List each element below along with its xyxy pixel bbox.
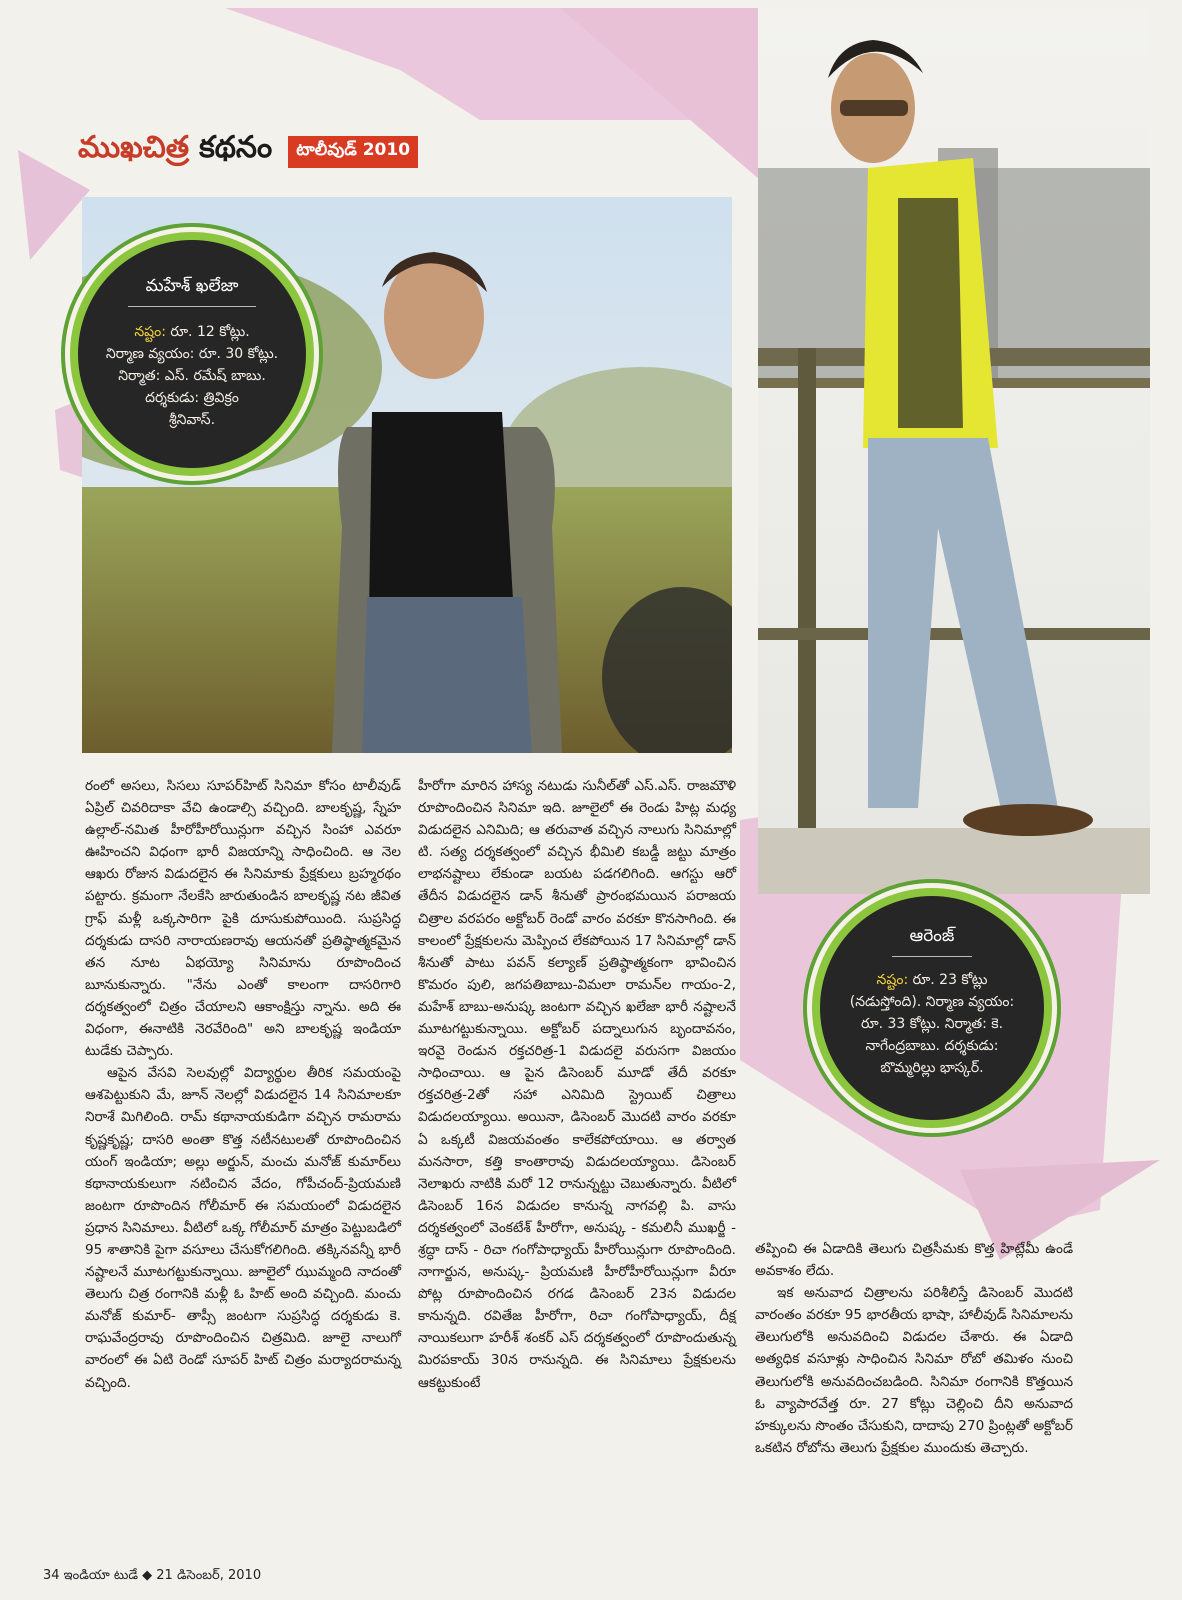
producer-line: నిర్మాత: ఎస్. రమేష్ బాబు. <box>118 368 266 384</box>
loss-line <box>78 321 306 343</box>
info-line-2: (నడుస్తోంది). నిర్మాణ వ్యయం: <box>849 994 1015 1010</box>
loss-value: రూ. 12 కోట్లు. <box>165 324 250 340</box>
page-footer: 34 ఇండియా టుడే ◆ 21 డిసెంబర్, 2010 <box>43 1568 262 1583</box>
info-circle-khaleja <box>70 232 314 476</box>
photo-ramcharan <box>758 8 1150 894</box>
header-tag: టాలీవుడ్ 2010 <box>288 136 418 168</box>
loss-line <box>820 969 1044 991</box>
paragraph: ఇక అనువాద చిత్రాలను పరిశీలిస్తే డిసెంబర్ మొదటి వారంతం వరకూ 95 భారతీయ భాషా, హాలీవుడ్ సినిమాలను తెలుగులోకి అనువదించి విడుదల చేశారు. ఈ ఏడాది అత్యధిక వసూళ్లు సాధించిన సినిమా రోబో తమిళం నుంచి తెలుగులోకి అనువదించబడింది. సినిమా రంగానికి కొత్తయిన ఓ వ్యాపారవేత్త రూ. 27 కోట్లు చెల్లించి దీని అనువాద హక్కులను సొంతం చేసుకుని, దాదాపు 270 ప్రింట్లతో అక్టోబర్ ఒకటిన రోబోను తెలుగు ప్రేక్షకుల ముందుకు తెచ్చారు. <box>755 1285 1073 1456</box>
info-circle-orange <box>812 888 1052 1128</box>
budget-line: నిర్మాణ వ్యయం: రూ. 30 కోట్లు. <box>105 346 279 362</box>
info-line-3: రూ. 33 కోట్లు. నిర్మాత: కె. <box>860 1016 1004 1032</box>
section-header <box>78 128 418 172</box>
film-title-khaleja: మహేశ్ ఖలేజా <box>128 276 257 307</box>
loss-label: నష్టం: <box>876 972 909 988</box>
loss-value: రూ. 23 కోట్లు <box>908 972 988 988</box>
film-title-orange: ఆరెంజ్ <box>892 926 973 957</box>
director-line-2: శ్రీనివాస్. <box>168 412 216 428</box>
paragraph: హీరోగా మారిన హాస్య నటుడు సునీల్‌తో ఎస్.ఎస్. రాజమౌళి రూపొందించిన సినిమా ఇది. జూలైలో ఈ రెండు హిట్ల మధ్య విడుదలైన ఎనిమిది; ఆ తరువాత వచ్చిన నాలుగు సినిమాల్లో టి. సత్య దర్శకత్వంలో వచ్చిన భీమిలి కబడ్డీ జట్టు మాత్రం లాభనష్టాలు లేకుండా బయట పడగలిగింది. ఆగస్టు ఆరో తేదీన విడుదలైన డాన్ శీనుతో ప్రారంభమయిన పరాజయ చిత్రాల వరపరం అక్టోబర్ రెండో వారం వరకూ కొనసాగింది. ఈ కాలంలో ప్రేక్షకులను మెప్పించ లేకపోయిన 17 సినిమాల్లో డాన్ శీనుతో పాటు పవన్ కల్యాణ్ ప్రతిష్ఠాత్మకంగా భావించిన కొమరం పులి, జగపతిబాబు-విమలా రామన్‌ల గాయం-2, మహేశ్ బాబు-అనుష్క జంటగా వచ్చిన ఖలేజా భారీ నష్టాలనే మూటగట్టుకున్నాయి. అక్టోబర్ పద్నాలుగున బృందావనం, ఇరవై రెండున రక్తచరిత్ర-1 విడుదలై వరుసగా విజయం సాధించాయి. ఆ పైన డిసెంబర్ మూడో తేదీ వరకూ రక్తచరిత్ర-2తో సహా ఎనిమిది స్ట్రెయిట్ చిత్రాలు విడుదలయ్యాయి. అయినా, డిసెంబర్ మొదటి వారం వరకూ ఏ ఒక్కటీ విజయవంతం కాలేకపోయాయి. ఆ తర్వాత మనసారా, కత్తి కాంతారావు విడుదలయ్యాయి. డిసెంబర్ నెలాఖరు నాటికి మరో 12 రానున్నట్టు చెబుతున్నారు. వీటిలో డిసెంబర్ 16న విడుదల కానున్న నాగవల్లి పి. వాసు దర్శకత్వంలో వెంకటేశ్ హీరోగా, అనుష్క - కమలినీ ముఖర్జీ - శ్రద్ధా దాస్ - రిచా గంగోపాధ్యాయ్ హీరోయిన్లుగా రూపొందింది. నాగార్జున, అనుష్క- ప్రియమణి హీరోహీరోయిన్లుగా వీరూ పోట్ల రూపొందించిన రగడ డిసెంబర్ 23న విడుదల కానున్నది. రవితేజ హీరోగా, రిచా గంగోపాధ్యాయ్, దీక్ష నాయికలుగా హరీశ్ శంకర్ ఎస్ దర్శకత్వంలో రూపొందుతున్న మిరపకాయ్ 30న రానున్నది. ఈ సినిమాలు ప్రేక్షకులను ఆకట్టుకుంటే <box>418 778 736 1391</box>
paragraph: ఆపైన వేసవి సెలవుల్లో విద్యార్థుల తీరిక సమయంపై ఆశపెట్టుకుని మే, జూన్ నెలల్లో విడుదలైన 14 సినిమాలకూ నిరాశే మిగిలింది. రామ్ కథానాయకుడిగా వచ్చిన రామరామ కృష్ణకృష్ణ; దాసరి అంతా కొత్త నటీనటులతో రూపొందించిన యంగ్ ఇండియా; అల్లు అర్జున్, మంచు మనోజ్ కుమార్‌లు కథానాయకులుగా నటించిన వేదం, గోపీచంద్-ప్రియమణి జంటగా రూపొందిన గోలీమార్ ఈ సమయంలో విడుదలైన ప్రధాన సినిమాలు. వీటిలో ఒక్క గోలీమార్ మాత్రం పెట్టుబడిలో 95 శాతానికి పైగా వసూలు చేసుకోగలిగింది. తక్కినవన్నీ భారీ నష్టాలనే మూటగట్టుకున్నాయి. జూలైలో ఝుమ్మంది నాదంతో తెలుగు చిత్ర రంగానికి మళ్లీ ఓ హిట్ అంది వచ్చింది. మంచు మనోజ్ కుమార్- తాప్సీ జంటగా సుప్రసిద్ధ దర్శకుడు కె. రాఘవేంద్రరావు రూపొందించిన చిత్రమిది. జూలై నాలుగో వారంలో ఈ ఏటి రెండో సూపర్ హిట్ చిత్రం మర్యాదరామన్న వచ్చింది. <box>85 1065 401 1391</box>
article-column-3 <box>755 1238 1073 1459</box>
article-column-2 <box>418 775 736 1394</box>
info-line-5: బొమ్మరిల్లు భాస్కర్. <box>880 1060 984 1076</box>
header-word-cover: ముఖచిత్ర <box>78 130 190 165</box>
info-line-4: నాగేంద్రబాబు. దర్శకుడు: <box>865 1038 999 1054</box>
loss-label: నష్టం: <box>134 324 166 340</box>
article-column-1 <box>85 775 401 1394</box>
director-line: దర్శకుడు: త్రివిక్రం <box>145 390 239 406</box>
paragraph: రంలో అసలు, సిసలు సూపర్‌హిట్ సినిమా కోసం టాలీవుడ్ ఏప్రిల్ చివరిదాకా వేచి ఉండాల్సి వచ్చింది. బాలకృష్ణ, స్నేహ ఉల్లాల్-నమిత హీరోహీరోయిన్లుగా వచ్చిన సింహా ఎవరూ ఊహించని విధంగా భారీ విజయాన్ని సాధించింది. ఆ నెల ఆఖరు రోజున విడుదలైన ఈ సినిమాకు ప్రేక్షకులు బ్రహ్మరథం పట్టారు. క్రమంగా నేలకేసి జారుతుండిన బాలకృష్ణ నట జీవిత గ్రాఫ్ మళ్లీ ఒక్కసారిగా పైకి దూసుకుపోయింది. సుప్రసిద్ధ దర్శకుడు దాసరి నారాయణరావు ఆయనతో ప్రతిష్ఠాత్మకమైన తన నూట ఏభయ్యో సినిమాను రూపొందించ బూనుకున్నారు. "నేను ఎంతో కాలంగా దాసరిగారి దర్శకత్వంలో చిత్రం చేయాలని ఆకాంక్షిస్తు న్నాను. అది ఈ విధంగా, ఈనాటికి నెరవేరింది" అని బాలకృష్ణ ఇండియా టుడేకు చెప్పారు. <box>85 778 401 1060</box>
paragraph: తప్పించి ఈ ఏడాదికి తెలుగు చిత్రసీమకు కొత్త హిట్లేమీ ఉండే అవకాశం లేదు. <box>755 1241 1073 1280</box>
header-word-story: కథనం <box>199 130 273 165</box>
